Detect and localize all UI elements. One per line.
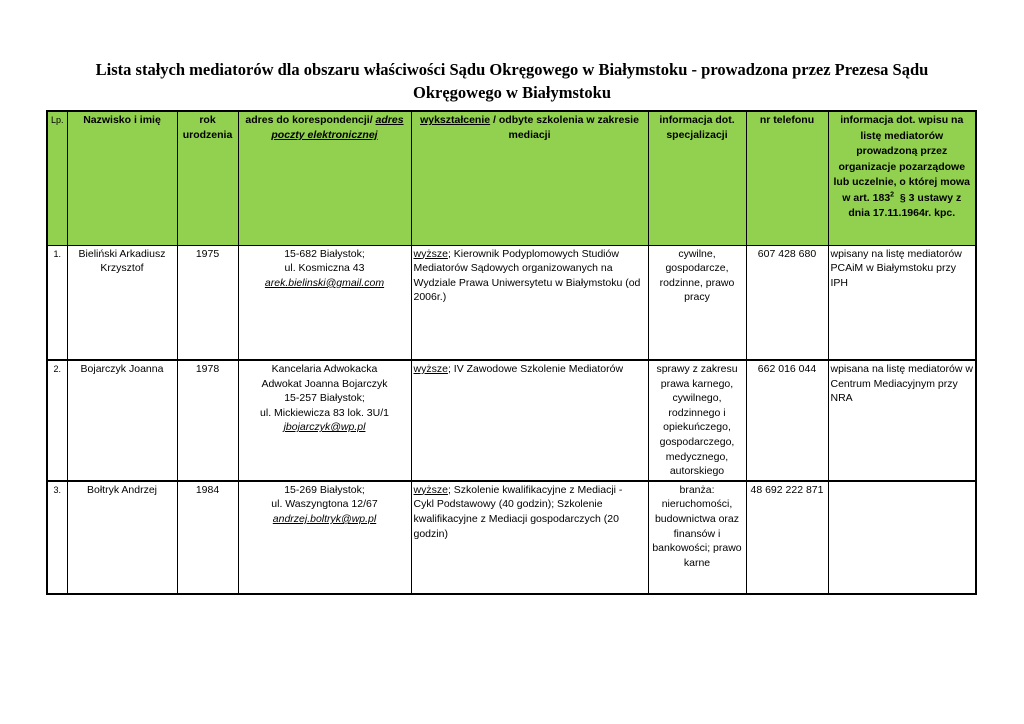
header-info-b: § 3 ustawy z dnia 17.11.1964r. kpc. bbox=[848, 191, 962, 219]
row-education-level: wyższe bbox=[413, 483, 448, 496]
row-address bbox=[238, 245, 411, 360]
row-address-line: Kancelaria Adwokacka bbox=[271, 363, 378, 375]
header-registry-info bbox=[828, 111, 976, 245]
header-name: Nazwisko i imię bbox=[67, 111, 177, 245]
row-specialization: branża: nieruchomości, budownictwa oraz finansów i bankowości; prawo karne bbox=[648, 481, 746, 594]
row-year: 1975 bbox=[177, 245, 238, 360]
row-education-rest: ; Szkolenie kwalifikacyjne z Mediacji - Cykl Podstawowy (40 godzin); Szkolenie kwalifikacyjne z Mediacji gospodarczych (20 godzin) bbox=[413, 483, 623, 540]
row-address-line: 15-269 Białystok; bbox=[284, 483, 365, 496]
row-education-level: wyższe bbox=[413, 363, 448, 375]
header-address-c: poczty elektronicznej bbox=[271, 128, 378, 141]
row-education bbox=[411, 481, 648, 594]
header-address-a: adres do korespondencji/ bbox=[245, 114, 376, 126]
header-row bbox=[47, 111, 976, 245]
row-education-rest: ; IV Zawodowe Szkolenie Mediatorów bbox=[447, 363, 624, 375]
header-education-a: wykształcenie bbox=[420, 114, 491, 126]
row-phone: 607 428 680 bbox=[746, 245, 828, 360]
row-email-link[interactable]: andrzej.boltryk@wp.pl bbox=[272, 512, 377, 525]
row-specialization: sprawy z zakresu prawa karnego, cywilnego, rodzinnego i opiekuńczego, gospodarczego, medycznego, autorskiego bbox=[648, 360, 746, 481]
row-specialization: cywilne, gospodarcze, rodzinne, prawo pracy bbox=[648, 245, 746, 360]
header-education-b: / odbyte szkolenia w zakresie mediacji bbox=[490, 114, 639, 141]
table-row bbox=[47, 245, 976, 360]
row-address-line: 15-682 Białystok; bbox=[284, 247, 365, 260]
row-address bbox=[238, 360, 411, 481]
header-info-sup: 2 bbox=[890, 191, 895, 198]
row-phone: 48 692 222 871 bbox=[746, 481, 828, 594]
row-education-rest: ; Kierownik Podyplomowych Studiów Mediatorów Sądowych organizowanych na Wydziale Prawa Uniwersytetu w Białymstoku (od 2006r.) bbox=[413, 247, 641, 304]
header-lp: Lp. bbox=[47, 111, 67, 245]
row-year: 1984 bbox=[177, 481, 238, 594]
row-email-link[interactable]: jbojarczyk@wp.pl bbox=[283, 421, 366, 434]
row-education-level: wyższe bbox=[413, 247, 448, 260]
row-lp: 1. bbox=[47, 245, 67, 360]
header-address bbox=[238, 111, 411, 245]
row-name: Bojarczyk Joanna bbox=[67, 360, 177, 481]
row-email-link[interactable]: arek.bielinski@gmail.com bbox=[264, 276, 385, 289]
row-registry-info: wpisany na listę mediatorów PCAiM w Białymstoku przy IPH bbox=[828, 245, 976, 360]
page-title bbox=[60, 58, 964, 104]
row-address-line: ul. Kosmiczna 43 bbox=[284, 262, 365, 275]
row-year: 1978 bbox=[177, 360, 238, 481]
header-phone: nr telefonu bbox=[746, 111, 828, 245]
row-registry-info bbox=[828, 481, 976, 594]
row-address-line: ul. Waszyngtona 12/67 bbox=[271, 498, 378, 511]
row-lp: 2. bbox=[47, 360, 67, 481]
row-education bbox=[411, 245, 648, 360]
title-line-2: Okręgowego w Białymstoku bbox=[413, 83, 611, 102]
header-year-2: urodzenia bbox=[182, 128, 233, 141]
header-year bbox=[177, 111, 238, 245]
table-row bbox=[47, 360, 976, 481]
row-address bbox=[238, 481, 411, 594]
row-name: Bołtryk Andrzej bbox=[67, 481, 177, 594]
mediators-table bbox=[46, 110, 977, 595]
header-specialization: informacja dot. specjalizacji bbox=[648, 111, 746, 245]
row-address-line: ul. Mickiewicza 83 lok. 3U/1 bbox=[260, 406, 389, 419]
header-info-a: informacja dot. wpisu na listę mediatorów prowadzoną przez organizacje pozarządowe lub uczelnie, o której mowa w art. 183 bbox=[833, 114, 971, 204]
row-address-line: 15-257 Białystok; bbox=[284, 392, 365, 405]
header-address-b: adres bbox=[375, 114, 404, 126]
row-education bbox=[411, 360, 648, 481]
row-lp: 3. bbox=[47, 481, 67, 594]
header-education bbox=[411, 111, 648, 245]
row-name: Bieliński Arkadiusz Krzysztof bbox=[67, 245, 177, 360]
row-phone: 662 016 044 bbox=[746, 360, 828, 481]
title-line-1: Lista stałych mediatorów dla obszaru właściwości Sądu Okręgowego w Białymstoku - prowadzona przez Prezesa Sądu bbox=[95, 60, 929, 79]
table-row bbox=[47, 481, 976, 594]
row-registry-info: wpisana na listę mediatorów w Centrum Mediacyjnym przy NRA bbox=[828, 360, 976, 481]
row-address-line: Adwokat Joanna Bojarczyk bbox=[261, 377, 388, 390]
header-year-1: rok bbox=[199, 114, 216, 126]
